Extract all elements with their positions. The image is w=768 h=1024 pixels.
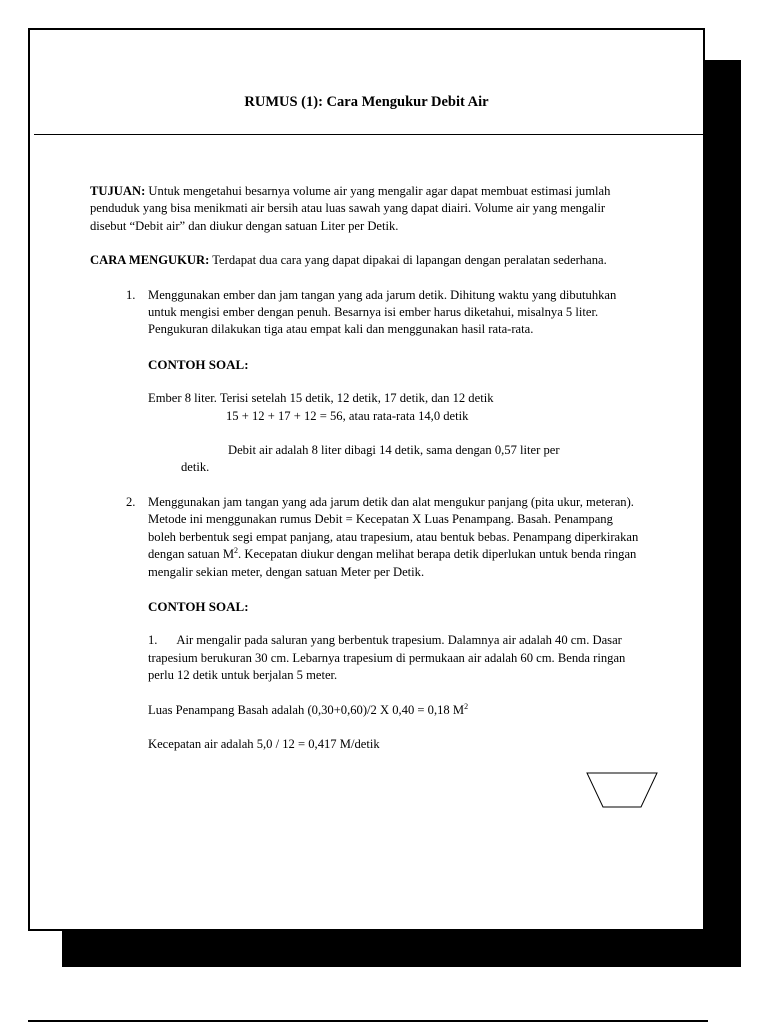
cara-text: Terdapat dua cara yang dapat dipakai di lapangan dengan peralatan sederhana. (209, 253, 607, 268)
luas-text: Luas Penampang Basah adalah (0,30+0,60)/2 X 0,40 = 0,18 M (148, 702, 465, 717)
contoh-soal-heading: CONTOH SOAL: (148, 598, 249, 614)
document-page (28, 28, 705, 931)
trapezoid-diagram (586, 772, 658, 808)
superscript: 2 (234, 545, 239, 555)
example1-line3a: Debit air adalah 8 liter dibagi 14 detik, sama dengan 0,57 liter per (228, 443, 560, 458)
item2-text (148, 494, 642, 581)
example1-line1: Ember 8 liter. Terisi setelah 15 detik, 12 detik, 17 detik, dan 12 detik (148, 391, 494, 406)
luas-line (148, 702, 642, 719)
page-title: RUMUS (1): Cara Mengukur Debit Air (244, 94, 489, 110)
example-number: 1. (148, 633, 158, 648)
list-number: 2. (126, 494, 136, 509)
example1-line2: 15 + 12 + 17 + 12 = 56, atau rata-rata 14,0 detik (226, 408, 469, 423)
example2-text: Air mengalir pada saluran yang berbentuk trapesium. Dalamnya air adalah 40 cm. Dasar trapesium berukuran 30 cm. Lebarnya trapesium di permukaan air adalah 60 cm. Benda ringan perlu 12 detik untuk berjalan 5 meter. (148, 633, 626, 683)
bottom-divider (28, 1020, 708, 1022)
list-item-1 (90, 287, 642, 477)
item2-text-a: Menggunakan jam tangan yang ada jarum detik dan alat mengukur panjang (pita ukur, meteran). Metode ini menggunakan rumus Debit = Kecepatan X Luas Penampang. Basah. Penampang boleh berbentuk segi empat panjang, atau trapesium, atau bentuk bebas. Penampang diperkirakan dengan satuan M (148, 494, 639, 562)
item1-text: Menggunakan ember dan jam tangan yang ada jarum detik. Dihitung waktu yang dibutuhkan untuk mengisi ember dengan penuh. Besarnya isi ember harus diketahui, misalnya 5 liter. Pengukuran dilakukan tiga atau empat kali dan menggunakan hasil rata-rata. (148, 287, 617, 337)
tujuan-text: Untuk mengetahui besarnya volume air yang mengalir agar dapat membuat estimasi jumlah penduduk yang bisa menikmati air bersih atau luas sawah yang dapat diairi. Volume air yang mengalir disebut “Debit air” dan diukur dengan satuan Liter per Detik. (90, 184, 611, 233)
item2-text-b: . Kecepatan diukur dengan melihat berapa detik diperlukan untuk benda ringan mengalir sekian meter, dengan satuan Meter per Detik. (148, 547, 637, 579)
contoh-soal-heading: CONTOH SOAL: (148, 356, 249, 372)
cara-paragraph (90, 252, 642, 269)
list-number: 1. (126, 287, 136, 302)
cara-label: CARA MENGUKUR: (90, 253, 210, 268)
document-body (90, 183, 642, 753)
superscript: 2 (464, 701, 469, 711)
example1-line3b: detik. (181, 460, 210, 475)
list-item-2 (90, 494, 642, 753)
tujuan-label: TUJUAN: (90, 184, 146, 198)
kecepatan-line: Kecepatan air adalah 5,0 / 12 = 0,417 M/detik (148, 736, 380, 751)
tujuan-paragraph (90, 183, 642, 235)
example2-paragraph (148, 632, 642, 684)
title-divider (34, 134, 703, 135)
